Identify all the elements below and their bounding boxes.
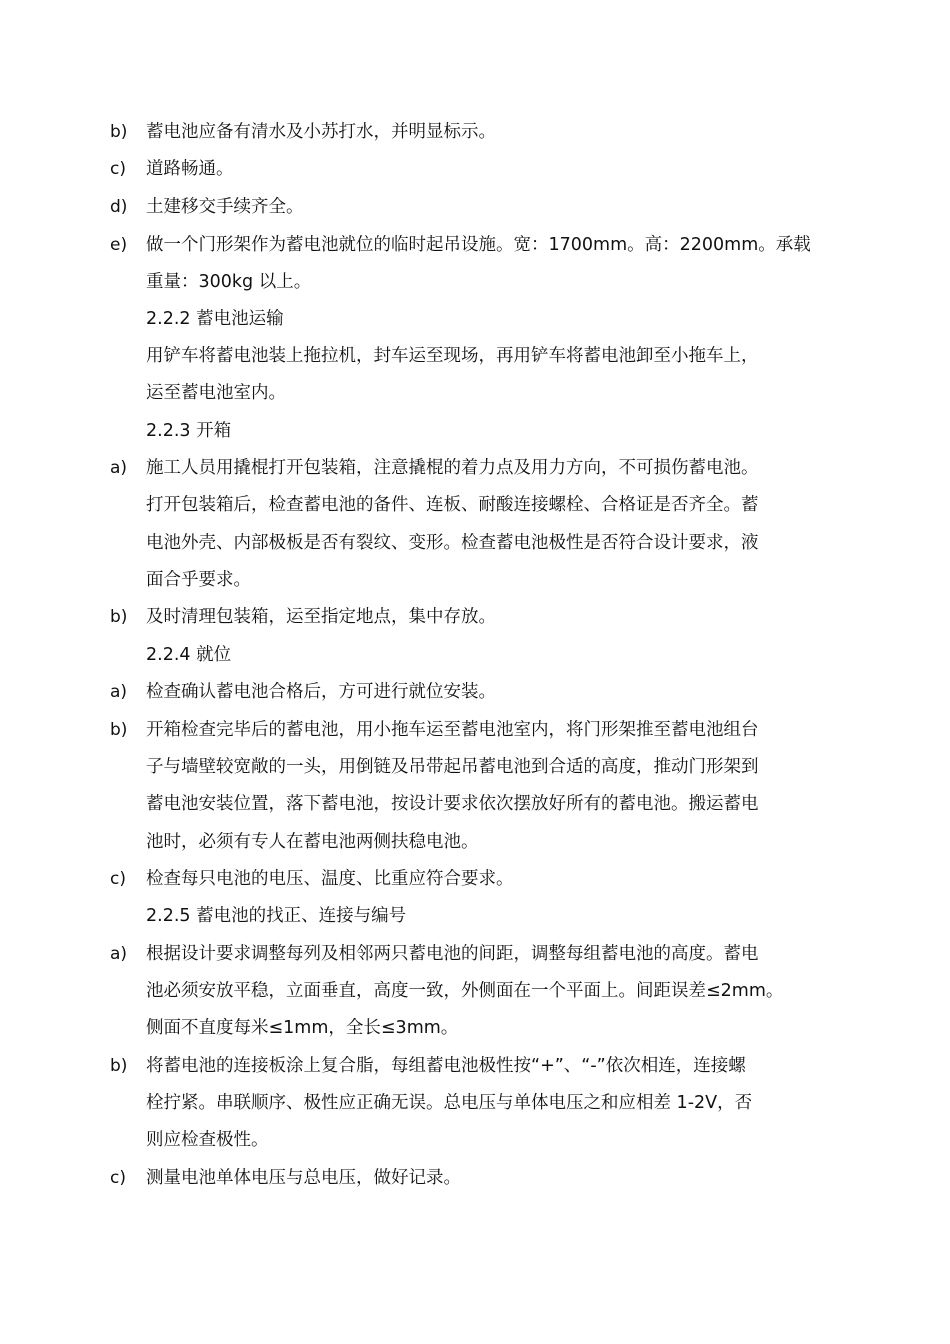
list-item-text: 检查确认蓄电池合格后，方可进行就位安装。 <box>146 682 496 702</box>
section-heading: 2.2.2 蓄电池运输 <box>146 309 284 329</box>
list-marker: a) <box>110 458 128 478</box>
list-item-text: 及时清理包装箱，运至指定地点，集中存放。 <box>146 607 496 627</box>
list-marker: d) <box>110 197 128 217</box>
section-heading: 2.2.3 开箱 <box>146 421 232 441</box>
list-item-text: 则应检查极性。 <box>146 1130 269 1150</box>
list-marker: b) <box>110 720 128 740</box>
list-item-text: 将蓄电池的连接板涂上复合脂，每组蓄电池极性按“+”、“-”依次相连，连接螺 <box>146 1056 746 1076</box>
list-item-text: 道路畅通。 <box>146 159 234 179</box>
list-item-text: 施工人员用撬棍打开包装箱，注意撬棍的着力点及用力方向，不可损伤蓄电池。 <box>146 458 759 478</box>
list-marker: e) <box>110 235 128 255</box>
list-item-text: 子与墙壁较宽敞的一头，用倒链及吊带起吊蓄电池到合适的高度，推动门形架到 <box>146 757 759 777</box>
list-item-text: 蓄电池安装位置，落下蓄电池，按设计要求依次摆放好所有的蓄电池。搬运蓄电 <box>146 794 759 814</box>
list-item-text: 侧面不直度每米≤1mm，全长≤3mm。 <box>146 1018 459 1038</box>
list-item-text: 池时，必须有专人在蓄电池两侧扶稳电池。 <box>146 832 479 852</box>
list-marker: b) <box>110 122 128 142</box>
list-item-text: 打开包装箱后，检查蓄电池的备件、连板、耐酸连接螺栓、合格证是否齐全。蓄 <box>146 495 759 515</box>
list-item-text: 开箱检查完毕后的蓄电池，用小拖车运至蓄电池室内，将门形架推至蓄电池组台 <box>146 720 759 740</box>
list-marker: c) <box>110 1168 126 1188</box>
list-item-text: 栓拧紧。串联顺序、极性应正确无误。总电压与单体电压之和应相差 1-2V，否 <box>146 1093 753 1113</box>
list-item-text: 池必须安放平稳，立面垂直，高度一致，外侧面在一个平面上。间距误差≤2mm。 <box>146 981 784 1001</box>
list-item-text: 根据设计要求调整每列及相邻两只蓄电池的间距，调整每组蓄电池的高度。蓄电 <box>146 944 759 964</box>
section-heading: 2.2.5 蓄电池的找正、连接与编号 <box>146 906 407 926</box>
list-item-text: 测量电池单体电压与总电压，做好记录。 <box>146 1168 461 1188</box>
list-marker: a) <box>110 682 128 702</box>
paragraph-line: 用铲车将蓄电池装上拖拉机，封车运至现场，再用铲车将蓄电池卸至小拖车上， <box>146 346 759 366</box>
list-marker: b) <box>110 1056 128 1076</box>
section-heading: 2.2.4 就位 <box>146 645 232 665</box>
list-item-text: 检查每只电池的电压、温度、比重应符合要求。 <box>146 869 514 889</box>
list-item-text: 电池外壳、内部极板是否有裂纹、变形。检查蓄电池极性是否符合设计要求，液 <box>146 533 759 553</box>
list-item-text: 做一个门形架作为蓄电池就位的临时起吊设施。宽：1700mm。高：2200mm。承载 <box>146 235 811 255</box>
list-marker: b) <box>110 607 128 627</box>
list-marker: c) <box>110 159 126 179</box>
list-marker: c) <box>110 869 126 889</box>
list-item-text: 土建移交手续齐全。 <box>146 197 304 217</box>
list-item-text: 重量：300kg 以上。 <box>146 272 312 292</box>
list-marker: a) <box>110 944 128 964</box>
paragraph-line: 运至蓄电池室内。 <box>146 383 286 403</box>
list-item-text: 面合乎要求。 <box>146 570 251 590</box>
list-item-text: 蓄电池应备有清水及小苏打水，并明显标示。 <box>146 122 496 142</box>
